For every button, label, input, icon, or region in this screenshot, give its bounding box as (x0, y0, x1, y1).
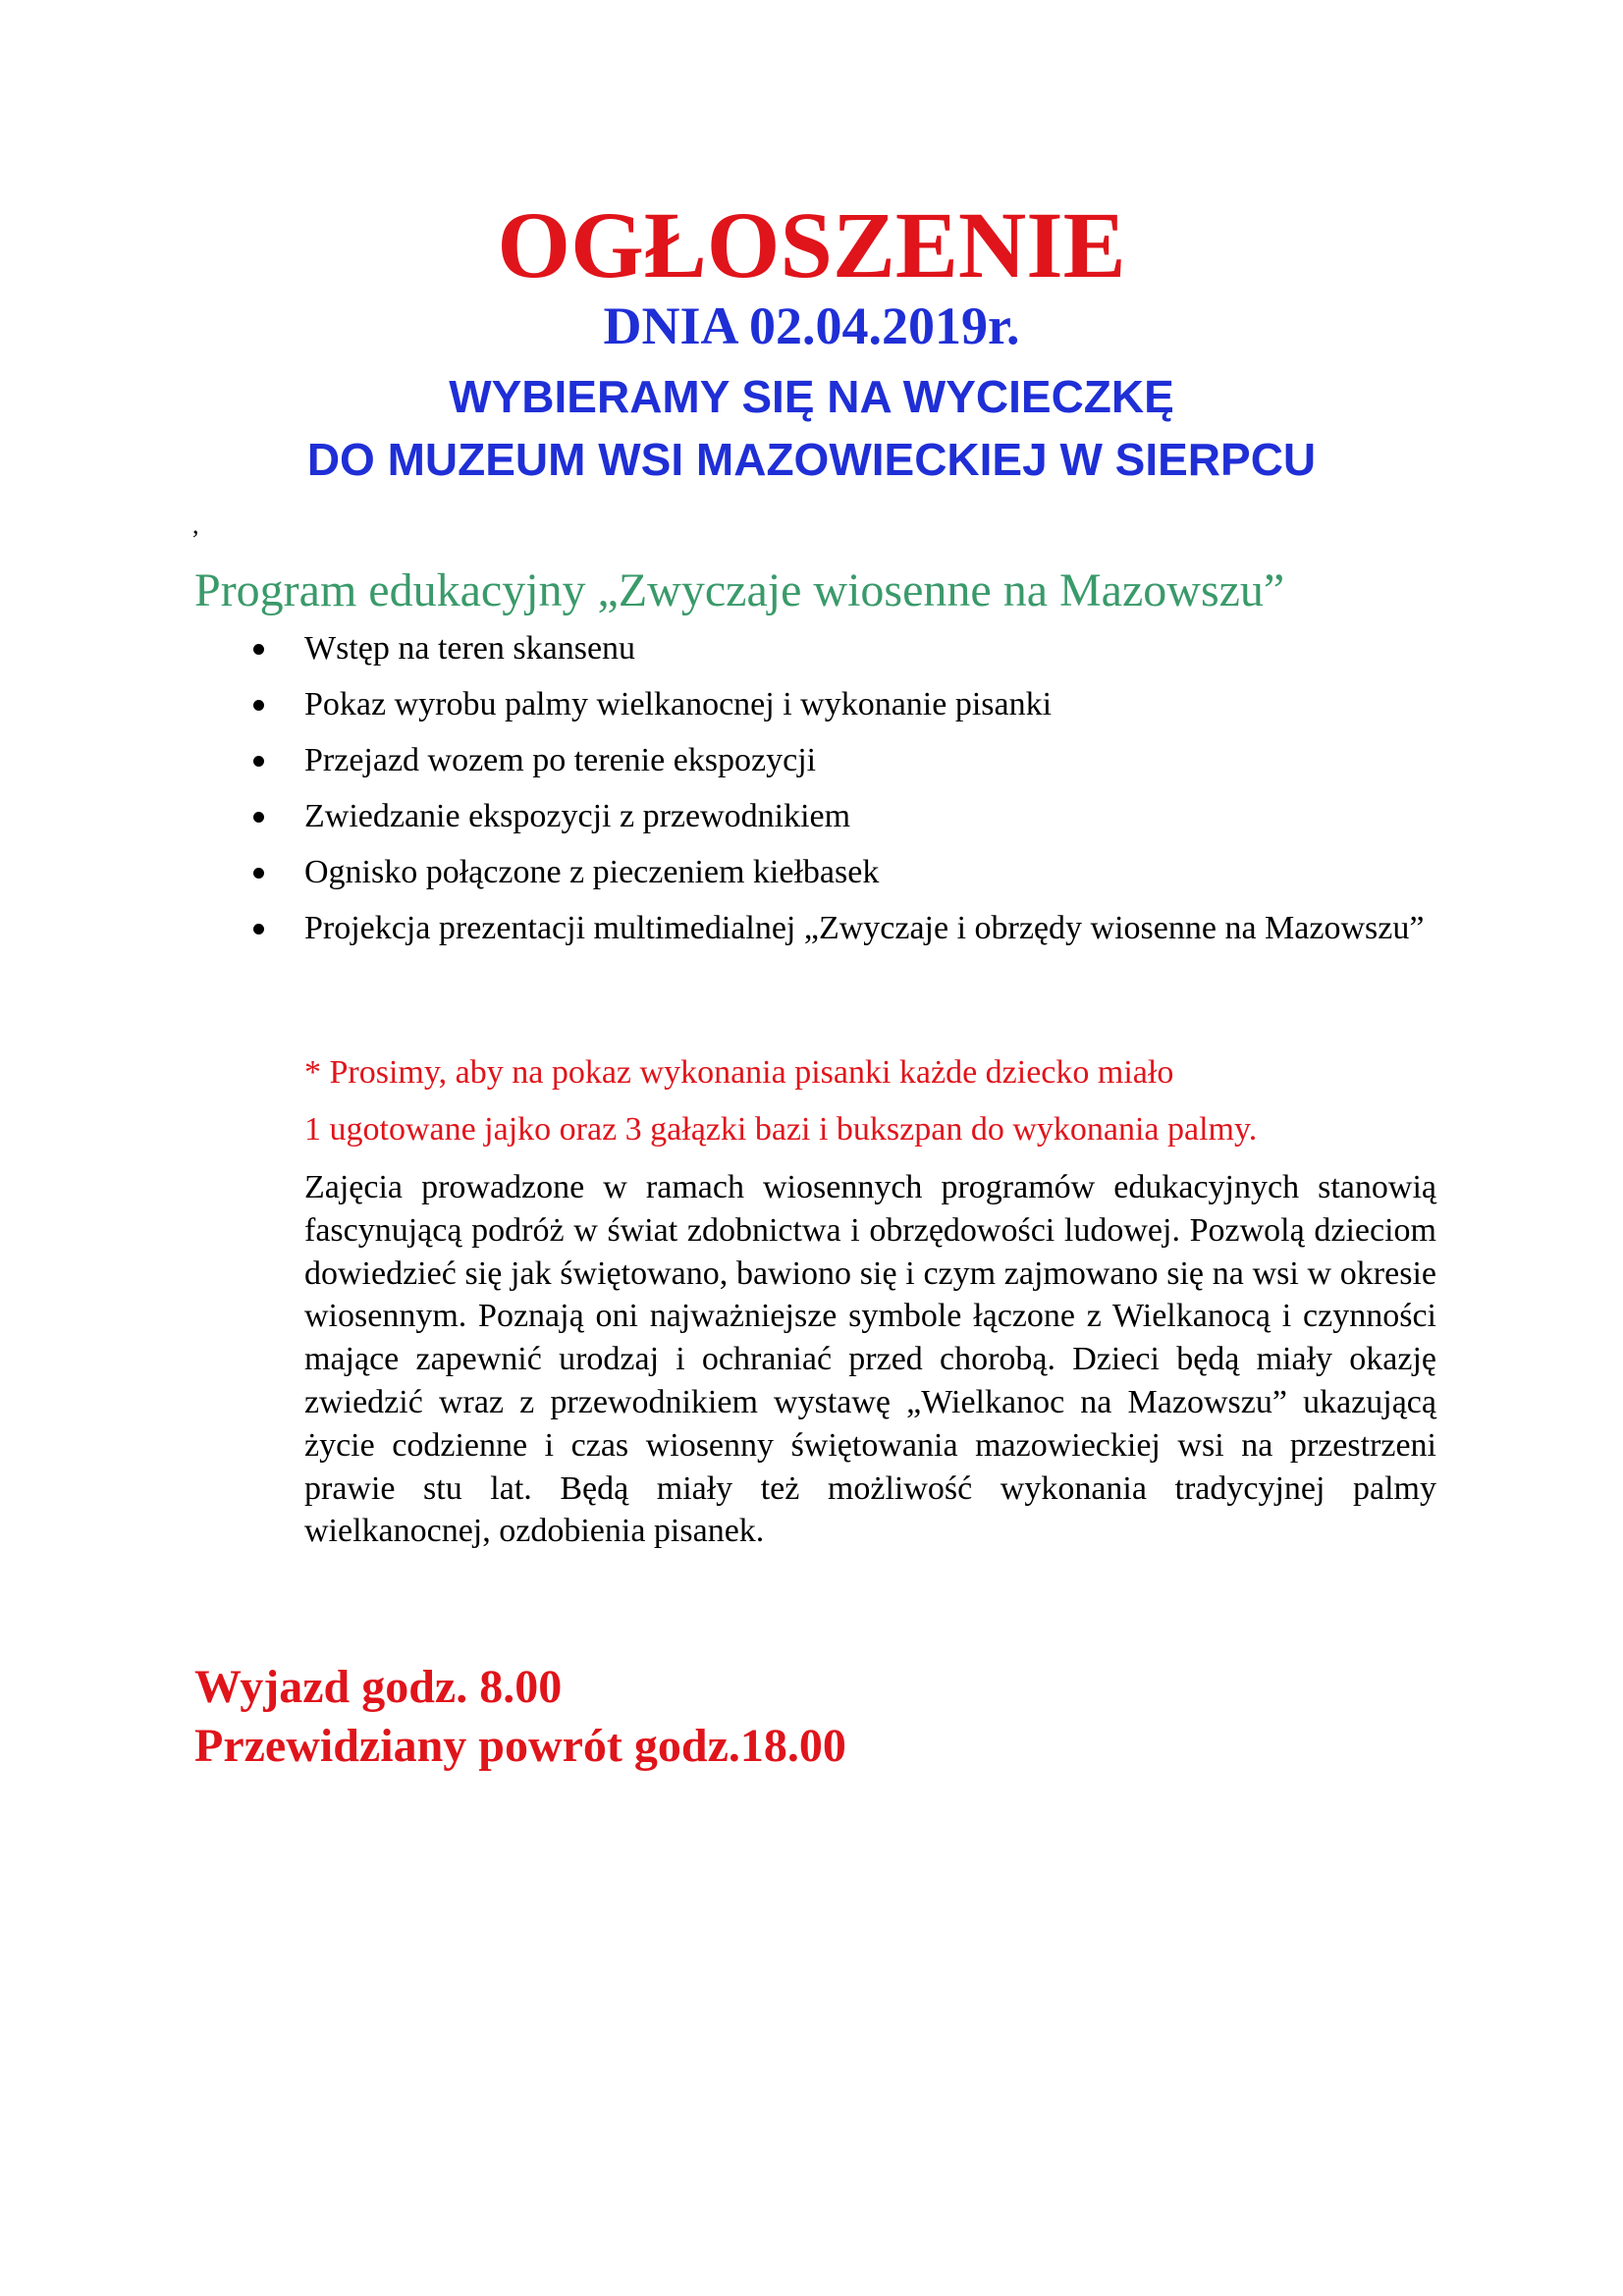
departure-time: Wyjazd godz. 8.00 (194, 1661, 563, 1713)
program-item-text: Pokaz wyrobu palmy wielkanocnej i wykonanie pisanki (304, 686, 1053, 722)
program-item-text: Ognisko połączone z pieczeniem kiełbasek (304, 854, 880, 890)
stray-comma: , (192, 510, 199, 539)
program-item-text: Zwiedzanie ekspozycji z przewodnikiem (304, 798, 851, 834)
bullet-icon (253, 924, 264, 934)
bullet-icon (253, 756, 264, 767)
note-line-1: * Prosimy, aby na pokaz wykonania pisanki każde dziecko miało (304, 1054, 1174, 1091)
program-item (249, 852, 1457, 893)
program-item (249, 740, 1457, 781)
headline-line-2: DO MUZEUM WSI MAZOWIECKIEJ W SIERPCU (306, 434, 1317, 485)
note-line-2: 1 ugotowane jajko oraz 3 gałązki bazi i bukszpan do wykonania palmy. (304, 1111, 1258, 1148)
program-item (249, 908, 1457, 949)
program-item (249, 628, 1457, 669)
announcement-title: OGŁOSZENIE (497, 192, 1126, 297)
bullet-icon (253, 868, 264, 879)
program-item (249, 796, 1457, 837)
bullet-icon (253, 812, 264, 823)
program-item (249, 684, 1457, 725)
bullet-icon (253, 644, 264, 655)
program-item-text: Przejazd wozem po terenie ekspozycji (304, 742, 817, 778)
return-time: Przewidziany powrót godz.18.00 (194, 1720, 846, 1772)
program-title: Program edukacyjny „Zwyczaje wiosenne na Mazowszu” (194, 564, 1285, 616)
trip-date: DNIA 02.04.2019r. (603, 296, 1020, 355)
program-description: Zajęcia prowadzone w ramach wiosennych programów edukacyjnych stanowią fascynującą podróż w świat zdobnictwa i obrzędowości ludowej. Pozwolą dzieciom dowiedzieć się jak świętowano, bawiono się i czym zajmowano się na wsi w okresie wiosennym. Poznają oni najważniejsze symbole łączone z Wielkanocą i czynności mające zapewnić urodzaj i ochraniać przed chorobą. Dzieci będą miały okazję zwiedzić wraz z przewodnikiem wystawę „Wielkanoc na Mazowszu” ukazującą życie codzienne i czas wiosenny świętowania mazowieckiej wsi na przestrzeni prawie stu lat. Będą miały też możliwość wykonania tradycyjnej palmy wielkanocnej, ozdobienia pisanek. (304, 1169, 1436, 1550)
headline-line-1: WYBIERAMY SIĘ NA WYCIECZKĘ (449, 371, 1174, 422)
program-list (249, 628, 1457, 964)
program-item-text: Projekcja prezentacji multimedialnej „Zwyczaje i obrzędy wiosenne na Mazowszu” (304, 910, 1425, 946)
program-item-text: Wstęp na teren skansenu (304, 630, 636, 667)
bullet-icon (253, 700, 264, 711)
